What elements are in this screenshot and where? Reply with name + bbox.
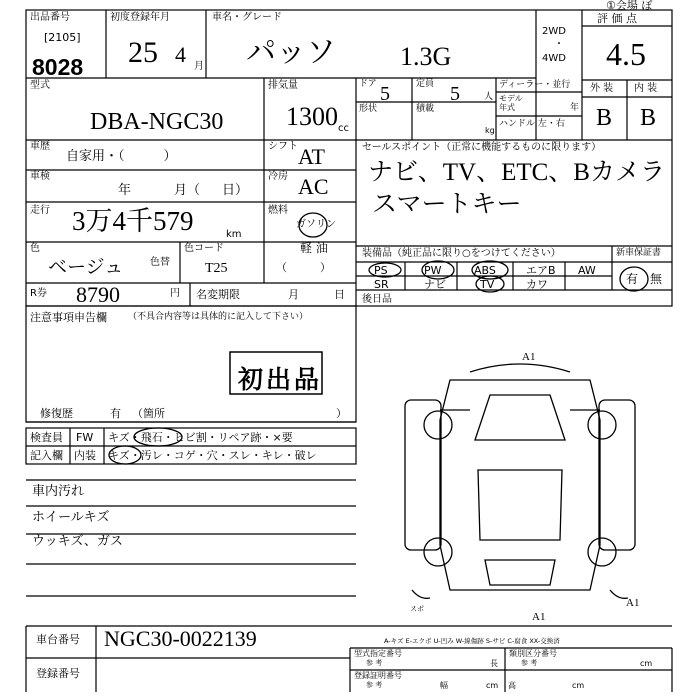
dealer-label: ディーラー・並行 bbox=[499, 80, 571, 90]
capacity-unit: 人 bbox=[484, 92, 494, 102]
shift-label: シフト bbox=[268, 141, 298, 152]
fuel-diesel: 軽 油 bbox=[300, 241, 328, 255]
hw-note-3: ウッキズ、ガス bbox=[32, 533, 123, 548]
equip-pw: PW bbox=[424, 264, 442, 277]
doors-label: ドア bbox=[359, 79, 377, 89]
designation-sub: 参 考 bbox=[366, 659, 383, 667]
color-code-value: T25 bbox=[205, 261, 228, 276]
notes-sub: （不具合内容等は具体的に記入して下さい） bbox=[128, 312, 309, 322]
first-reg-year: 25 bbox=[128, 36, 158, 69]
mileage-value: 3万4千579 bbox=[72, 206, 194, 236]
category-sub: 参 考 bbox=[521, 659, 538, 667]
model-year-label2: 年式 bbox=[499, 103, 515, 112]
inspection-label: 車検 bbox=[30, 171, 50, 182]
handle-label: ハンドル 左・右 bbox=[499, 119, 565, 129]
car-grade-value: 1.3G bbox=[400, 42, 452, 71]
fw-items: キズ・飛石・ヒビ割・リペア跡・×要 bbox=[108, 431, 293, 444]
hw-note-1: 車内汚れ bbox=[32, 483, 85, 498]
displacement-label: 排気量 bbox=[268, 80, 298, 91]
equip-ps: PS bbox=[374, 264, 388, 277]
equipment-label: 装備品（純正品に限り○をつけてください） bbox=[362, 248, 561, 259]
reg-expiry-month: 月 bbox=[288, 288, 299, 301]
inspector-label1: 検査員 bbox=[30, 431, 63, 444]
fuel-paren: （ ） bbox=[276, 261, 331, 274]
inspection-year: 年 bbox=[118, 183, 132, 198]
doors-value: 5 bbox=[380, 83, 390, 105]
inspector-label2: 記入欄 bbox=[30, 449, 63, 462]
model-value: DBA-NGC30 bbox=[90, 109, 224, 135]
lot-label: 出品番号 bbox=[30, 12, 70, 23]
dim-length-label: 長 bbox=[490, 659, 498, 668]
drive-4wd: 4WD bbox=[542, 53, 566, 64]
ac-value: AC bbox=[298, 174, 329, 199]
fw-tag: FW bbox=[76, 431, 94, 444]
capacity-label: 定員 bbox=[416, 79, 435, 89]
interior-label: 内 装 bbox=[634, 83, 658, 94]
equip-abs: ABS bbox=[474, 264, 496, 277]
inspection-month: 月（ bbox=[174, 183, 201, 198]
hw-note-2: ホイールキズ bbox=[32, 509, 110, 524]
top-right-note: ①会場 ぽ bbox=[606, 0, 653, 12]
diagram-mark-bottom: A1 bbox=[532, 611, 546, 623]
equip-sr: SR bbox=[374, 278, 389, 291]
category-label: 類別区分番号 bbox=[509, 649, 557, 658]
car-name-value: パッソ bbox=[246, 36, 336, 69]
inspection-day: 日） bbox=[222, 183, 249, 198]
diagram-mark-right: A1 bbox=[626, 597, 640, 609]
color-value: ベージュ bbox=[48, 257, 124, 278]
shift-value: AT bbox=[298, 144, 325, 169]
reg-cert-sub: 参 考 bbox=[366, 681, 383, 689]
chassis-label: 車台番号 bbox=[36, 633, 80, 646]
car-name-label: 車名・グレード bbox=[212, 12, 282, 23]
displacement-unit: cc bbox=[338, 123, 349, 134]
chassis-value: NGC30-0022139 bbox=[104, 626, 257, 651]
load-label: 積載 bbox=[416, 104, 435, 114]
model-year-label1: モデル bbox=[499, 94, 523, 103]
later-docs-label: 後日品 bbox=[362, 294, 392, 305]
drive-dot: ・ bbox=[554, 39, 564, 50]
reg-number-label: 登録番号 bbox=[36, 667, 80, 680]
load-unit: kg bbox=[485, 126, 495, 135]
exterior-grade: B bbox=[596, 105, 613, 131]
color-label: 色 bbox=[30, 243, 40, 254]
car-diagram bbox=[405, 364, 635, 598]
damage-legend: A-キズ E-エクボ U-凹み W-線傷跡 S-サビ C-腐食 XX-交換済 bbox=[384, 637, 560, 645]
mileage-unit: km bbox=[226, 229, 242, 240]
color-code-label: 色コード bbox=[184, 243, 224, 254]
equip-airbag: エアB bbox=[526, 264, 556, 277]
dim-unit-1: cm bbox=[640, 659, 653, 668]
dim-height-label: 高 bbox=[508, 681, 516, 690]
diagram-small-label: スポ bbox=[410, 605, 424, 613]
recycle-value: 8790 bbox=[76, 282, 120, 307]
color-change-label: 色替 bbox=[150, 257, 170, 268]
warranty-label: 新車保証書 bbox=[616, 248, 662, 258]
first-reg-label: 初度登録年月 bbox=[110, 12, 170, 23]
sales-point-line2: スマートキー bbox=[372, 191, 522, 218]
exterior-label: 外 装 bbox=[590, 83, 614, 94]
interior-grade: B bbox=[640, 105, 657, 131]
model-label: 型式 bbox=[30, 80, 50, 91]
repair-label: 修復歴 bbox=[40, 407, 73, 420]
dim-width-label: 幅 bbox=[440, 681, 448, 690]
drive-2wd: 2WD bbox=[542, 26, 566, 37]
recycle-unit: 円 bbox=[170, 288, 180, 299]
model-year-unit: 年 bbox=[570, 103, 580, 113]
repair-place: （箇所 bbox=[132, 407, 165, 420]
designation-label: 型式指定番号 bbox=[354, 649, 402, 658]
recycle-label: R券 bbox=[30, 288, 47, 299]
fuel-label: 燃料 bbox=[268, 205, 288, 216]
sales-point-label: セールスポイント（正常に機能するものに限ります） bbox=[362, 142, 602, 153]
evaluation-score: 4.5 bbox=[606, 36, 646, 72]
equip-tv: TV bbox=[480, 278, 495, 291]
notes-label: 注意事項申告欄 bbox=[30, 311, 107, 324]
interior-items: キズ・汚レ・コゲ・穴・スレ・キレ・破レ bbox=[108, 449, 317, 462]
sales-point-line1: ナビ、TV、ETC、Bカメラ bbox=[368, 159, 665, 186]
history-label: 車歴 bbox=[30, 141, 50, 152]
capacity-value: 5 bbox=[450, 83, 460, 105]
equip-leather: カワ bbox=[526, 278, 548, 291]
first-reg-month-unit: 月 bbox=[194, 61, 204, 72]
warranty-no: 無 bbox=[650, 272, 663, 286]
warranty-yes: 有 bbox=[626, 272, 639, 286]
repair-close: ） bbox=[336, 407, 347, 420]
history-value: 自家用・（ ） bbox=[66, 149, 177, 164]
equip-aw: AW bbox=[578, 264, 596, 277]
lot-number: 8028 bbox=[32, 54, 84, 80]
repair-has: 有 bbox=[110, 407, 121, 420]
fuel-gas: ガソリン bbox=[296, 219, 336, 230]
dim-unit-2: cm bbox=[486, 681, 499, 690]
reg-cert-label: 登録証明番号 bbox=[354, 671, 402, 680]
first-reg-month: 4 bbox=[175, 42, 186, 67]
reg-expiry-label: 名変期限 bbox=[196, 288, 240, 301]
mileage-label: 走行 bbox=[30, 205, 50, 216]
displacement-value: 1300 bbox=[286, 102, 338, 131]
equip-navi: ナビ bbox=[424, 278, 446, 291]
lot-code: [2105] bbox=[44, 31, 81, 44]
ac-label: 冷房 bbox=[268, 171, 288, 182]
diagram-mark-top: A1 bbox=[522, 351, 536, 363]
shape-label: 形状 bbox=[359, 104, 378, 114]
evaluation-label: 評 価 点 bbox=[597, 12, 637, 25]
first-listing-stamp: 初出品 bbox=[238, 366, 323, 394]
reg-expiry-day: 日 bbox=[334, 288, 345, 301]
dim-unit-3: cm bbox=[572, 681, 585, 690]
interior-tag: 内装 bbox=[74, 449, 96, 462]
